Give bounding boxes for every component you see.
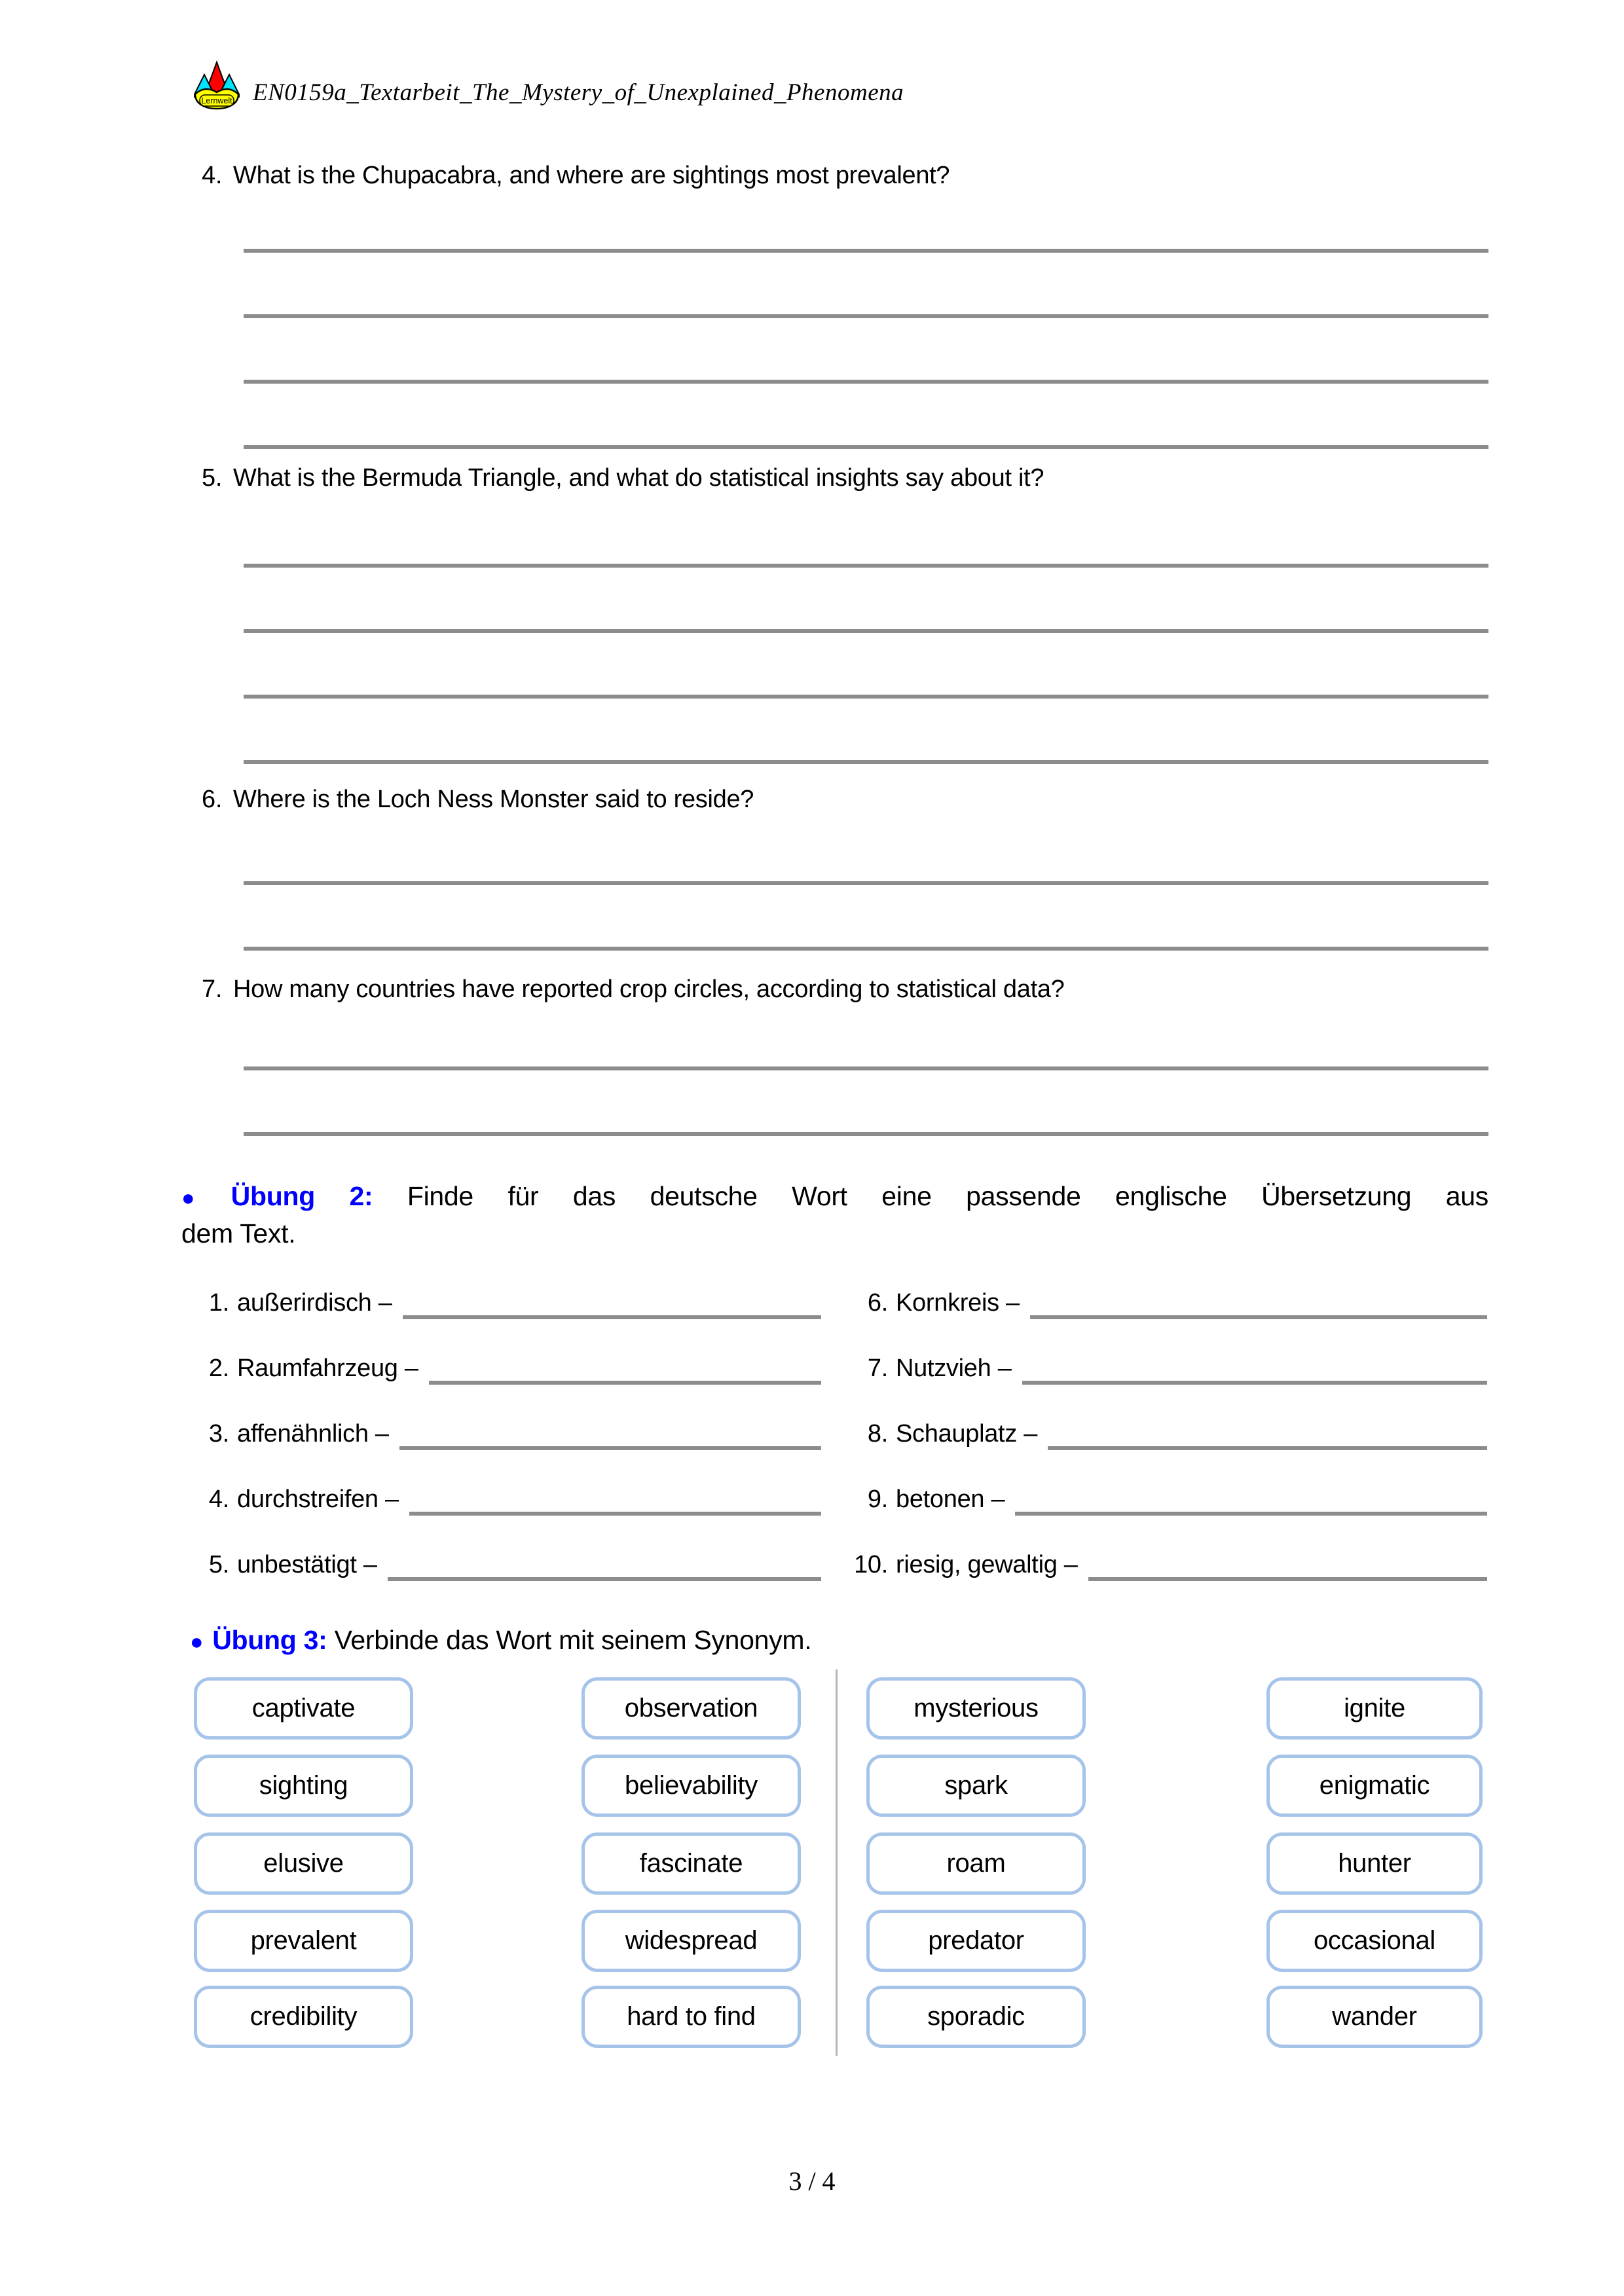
word-card[interactable]: wander [1266, 1986, 1483, 2048]
vocab-item [838, 1286, 1487, 1321]
word-card[interactable]: predator [866, 1910, 1086, 1972]
answer-line[interactable] [244, 1132, 1488, 1136]
word-card[interactable]: sighting [194, 1755, 413, 1817]
lernwelt-logo-icon [194, 60, 240, 111]
vocab-item [196, 1352, 821, 1386]
vocab-answer-line[interactable] [403, 1315, 821, 1319]
answer-line[interactable] [244, 380, 1488, 384]
word-card[interactable]: hard to find [581, 1986, 801, 2048]
bullet-icon: ● [181, 1186, 222, 1211]
vocab-word: Kornkreis – [896, 1289, 1020, 1317]
vocab-answer-line[interactable] [388, 1577, 821, 1581]
vocab-answer-line[interactable] [399, 1446, 821, 1450]
question-number: 6. [202, 786, 223, 813]
word-card[interactable]: sporadic [866, 1986, 1086, 2048]
exercise2-instruction-line1: Finde für das deutsche Wort eine passende englische Übersetzung aus [407, 1181, 1488, 1211]
vocab-word: außerirdisch – [237, 1289, 392, 1317]
vocab-item [196, 1483, 821, 1517]
question-number: 5. [202, 464, 223, 492]
word-card[interactable]: ignite [1266, 1677, 1483, 1740]
vocab-answer-line[interactable] [1015, 1512, 1487, 1516]
answer-line[interactable] [244, 314, 1488, 318]
vocab-item [196, 1548, 821, 1582]
vocab-answer-line[interactable] [1088, 1577, 1487, 1581]
answer-line[interactable] [244, 881, 1488, 885]
vocab-number: 1. [208, 1289, 229, 1317]
vocab-word: Nutzvieh – [896, 1355, 1012, 1382]
word-card[interactable]: observation [581, 1677, 801, 1740]
vocab-number: 2. [208, 1355, 229, 1382]
question-text: What is the Chupacabra, and where are sightings most prevalent? [233, 162, 950, 189]
word-card[interactable]: elusive [194, 1832, 413, 1895]
page-number: 3 / 4 [788, 2166, 836, 2196]
exercise3-instruction: Verbinde das Wort mit seinem Synonym. [334, 1625, 812, 1655]
logo-text: Lernwelt [201, 96, 232, 105]
vocab-number: 3. [208, 1420, 229, 1448]
exercise3-heading [190, 1622, 1493, 1660]
exercise2-instruction-line2: dem Text. [181, 1218, 296, 1248]
question-text: What is the Bermuda Triangle, and what do statistical insights say about it? [233, 464, 1044, 492]
question-text: Where is the Loch Ness Monster said to reside? [233, 786, 754, 813]
answer-line[interactable] [244, 564, 1488, 568]
vocab-number: 5. [208, 1551, 229, 1578]
word-card[interactable]: credibility [194, 1986, 413, 2048]
vocab-word: Raumfahrzeug – [237, 1355, 418, 1382]
answer-line[interactable] [244, 695, 1488, 699]
word-card[interactable]: occasional [1266, 1910, 1483, 1972]
document-title: EN0159a_Textarbeit_The_Mystery_of_Unexplained_Phenomena [253, 79, 904, 106]
column-divider [836, 1669, 838, 2056]
vocab-number: 7. [867, 1355, 888, 1382]
vocab-item [196, 1417, 821, 1451]
vocab-answer-line[interactable] [429, 1381, 821, 1385]
vocab-word: Schauplatz – [896, 1420, 1038, 1448]
answer-line[interactable] [244, 947, 1488, 951]
vocab-answer-line[interactable] [409, 1512, 821, 1516]
question-4 [202, 160, 1488, 191]
answer-line[interactable] [244, 760, 1488, 764]
vocab-item [838, 1352, 1487, 1386]
vocab-number: 8. [867, 1420, 888, 1448]
exercise2-heading [181, 1178, 1488, 1251]
vocab-item [838, 1548, 1487, 1582]
answer-line[interactable] [244, 249, 1488, 253]
question-7 [202, 974, 1488, 1005]
vocab-answer-line[interactable] [1022, 1381, 1487, 1385]
vocab-word: affenähnlich – [237, 1420, 389, 1448]
vocab-answer-line[interactable] [1048, 1446, 1487, 1450]
vocab-item [838, 1417, 1487, 1451]
answer-line[interactable] [244, 445, 1488, 449]
vocab-number: 6. [867, 1289, 888, 1317]
word-card[interactable]: prevalent [194, 1910, 413, 1972]
question-5 [202, 462, 1488, 494]
exercise2-label: Übung 2: [231, 1181, 373, 1211]
vocab-number: 10. [854, 1551, 888, 1578]
vocab-word: durchstreifen – [237, 1485, 399, 1513]
word-card[interactable]: fascinate [581, 1832, 801, 1895]
vocab-item [196, 1286, 821, 1321]
question-number: 7. [202, 975, 223, 1003]
question-text: How many countries have reported crop circles, according to statistical data? [233, 975, 1065, 1003]
vocab-word: unbestätigt – [237, 1551, 377, 1578]
question-number: 4. [202, 162, 223, 189]
word-card[interactable]: captivate [194, 1677, 413, 1740]
word-card[interactable]: believability [581, 1755, 801, 1817]
vocab-item [838, 1483, 1487, 1517]
answer-line[interactable] [244, 629, 1488, 633]
vocab-answer-line[interactable] [1030, 1315, 1487, 1319]
vocab-word: betonen – [896, 1485, 1005, 1513]
word-card[interactable]: roam [866, 1832, 1086, 1895]
question-6 [202, 784, 1488, 815]
word-card[interactable]: hunter [1266, 1832, 1483, 1895]
bullet-icon: ● [190, 1630, 204, 1654]
answer-line[interactable] [244, 1066, 1488, 1070]
vocab-word: riesig, gewaltig – [896, 1551, 1078, 1578]
word-card[interactable]: mysterious [866, 1677, 1086, 1740]
vocab-number: 4. [208, 1485, 229, 1513]
word-card[interactable]: widespread [581, 1910, 801, 1972]
exercise3-label: Übung 3: [212, 1625, 327, 1655]
word-card[interactable]: enigmatic [1266, 1755, 1483, 1817]
word-card[interactable]: spark [866, 1755, 1086, 1817]
vocab-number: 9. [867, 1485, 888, 1513]
